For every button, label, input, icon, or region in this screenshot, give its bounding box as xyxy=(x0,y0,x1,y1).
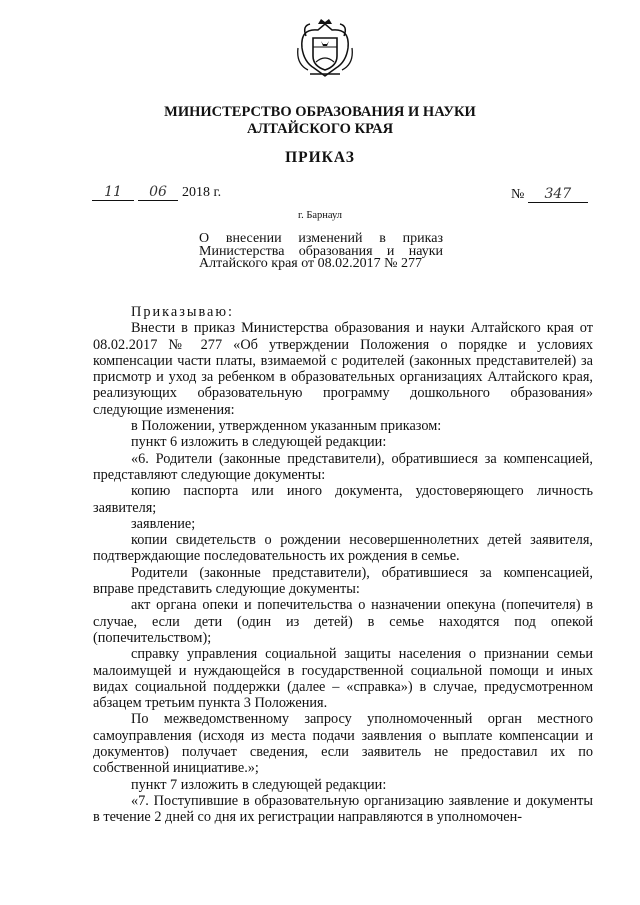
body-paragraph: Приказываю: xyxy=(131,304,235,320)
ministry-name-line2: АЛТАЙСКОГО КРАЯ xyxy=(246,121,394,137)
body-paragraph: копии свидетельств о рождении несовершеннолетних детей заявителя, подтверждающие последовательность их рождения в семье. xyxy=(93,532,593,565)
number-prefix: № xyxy=(511,187,525,202)
order-subject xyxy=(199,233,443,271)
body-paragraph: справку управления социальной защиты населения о признании семьи малоимущей и нуждающейся в государственной социальной помощи и иных видах социальной поддержки (далее – «справка») в случае, предусмотренном абзацем третьим пункта 3 Положения. xyxy=(93,646,593,712)
city-label: г. Барнаул xyxy=(297,210,343,221)
date-month: 06 xyxy=(138,184,178,201)
body-paragraph: пункт 7 изложить в следующей редакции: xyxy=(131,776,387,793)
subject-line2: Министерства образования и науки xyxy=(199,243,443,259)
subject-line1: О внесении изменений в приказ xyxy=(199,231,443,246)
body-paragraph: пункт 6 изложить в следующей редакции: xyxy=(131,434,387,451)
body-paragraph: «7. Поступившие в образовательную организацию заявление и документы в течение 2 дней со дня их регистрации направляются в уполномочен- xyxy=(93,792,593,826)
body-paragraph: копию паспорта или иного документа, удостоверяющего личность заявителя; xyxy=(93,483,593,516)
ministry-name-line1: МИНИСТЕРСТВО ОБРАЗОВАНИЯ И НАУКИ xyxy=(164,104,476,120)
subject-line3: Алтайского края от 08.02.2017 № 277 xyxy=(199,256,423,271)
body-paragraph: Внести в приказ Министерства образования и науки Алтайского края от 08.02.2017 № 277 «Об утверждении Положения о порядке и условиях компенсации части платы, взимаемой с родителей (законных представителей) за присмотр и уход за ребенком в образовательных организациях Алтайского края, реализующих образовательную программу дошкольного образования» следующие изменения: xyxy=(93,320,593,418)
body-paragraph: «6. Родители (законные представители), обратившиеся за компенсацией, представляют следующие документы: xyxy=(93,450,593,483)
body-paragraph: По межведомственному запросу уполномоченный орган местного самоуправления (исходя из места подачи заявления о выплате компенсации и документов) получает сведения, если заявитель не предоставил их по собственной инициативе.»; xyxy=(93,711,593,777)
date-year: 2018 г. xyxy=(182,185,222,200)
coat-of-arms-icon xyxy=(296,18,354,82)
body-paragraph: в Положении, утвержденном указанным приказом: xyxy=(131,418,442,435)
order-number xyxy=(511,186,588,203)
order-body xyxy=(93,304,593,826)
body-paragraph: Родители (законные представители), обратившиеся за компенсацией, вправе представить следующие документы: xyxy=(93,564,593,598)
order-date xyxy=(92,184,221,201)
number-value: 347 xyxy=(528,186,588,203)
date-day: 11 xyxy=(92,184,134,201)
document-type-title: ПРИКАЗ xyxy=(285,149,355,166)
body-paragraph: акт органа опеки и попечительства о назначении опекуна (попечителя) в случае, если дети (один из детей) в семье находятся под опекой (попечительством); xyxy=(93,597,593,646)
body-paragraph: заявление; xyxy=(131,515,196,532)
